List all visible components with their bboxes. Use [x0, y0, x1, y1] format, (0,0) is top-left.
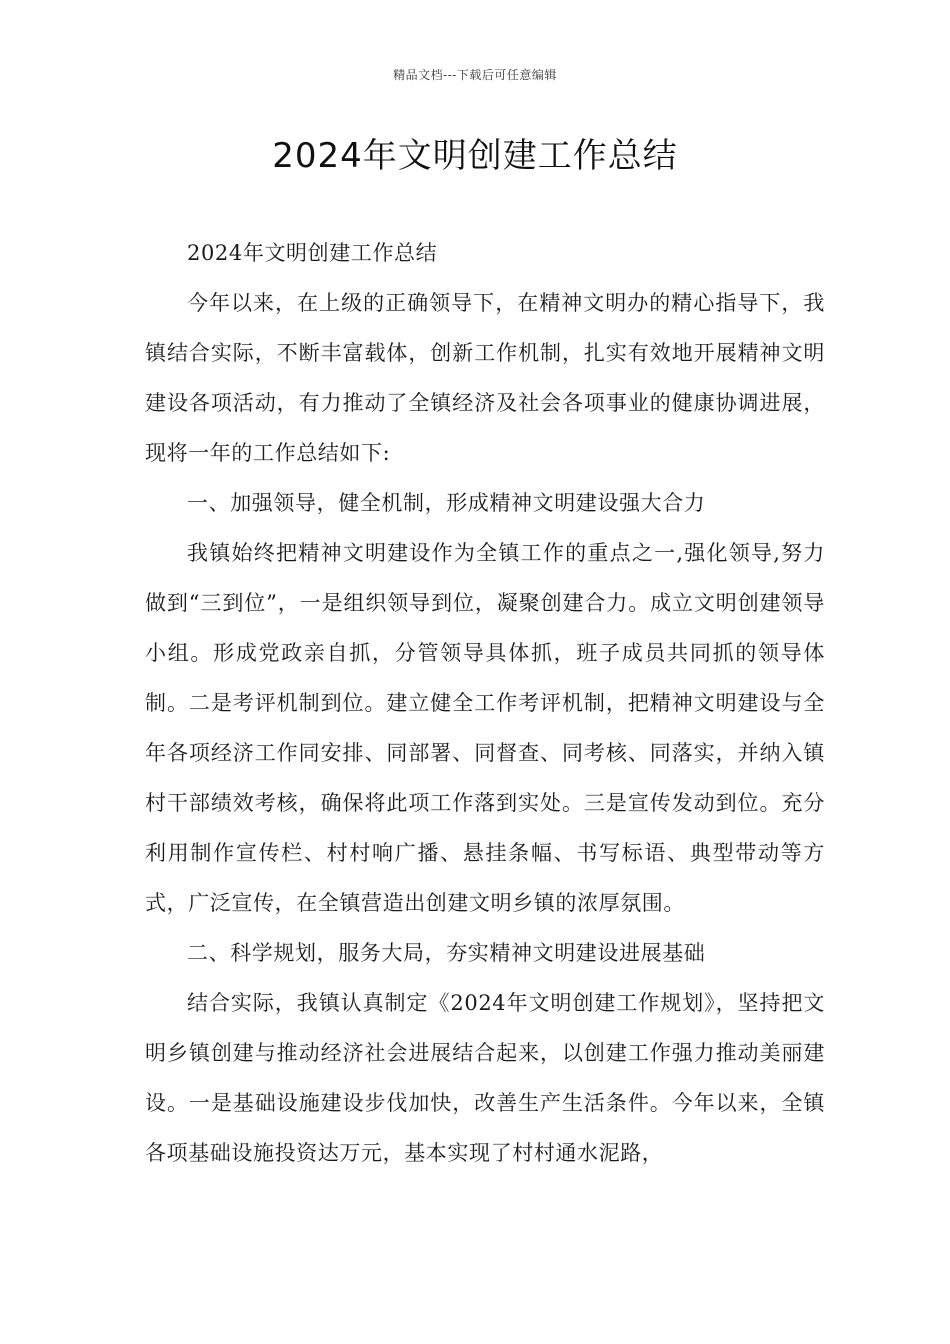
body-paragraph: 结合实际，我镇认真制定《2024年文明创建工作规划》，坚持把文明乡镇创建与推动经济社会进展结合起来，以创建工作强力推动美丽建设。一是基础设施建设步伐加快，改善生产生活条件。今年以来，全镇各项基础设施投资达万元，基本实现了村村通水泥路，	[145, 991, 825, 1165]
document-title: 2024年文明创建工作总结	[272, 136, 678, 176]
body-paragraph: 我镇始终把精神文明建设作为全镇工作的重点之一,强化领导,努力做到“三到位”，一是组织领导到位，凝聚创建合力。成立文明创建领导小组。形成党政亲自抓，分管领导具体抓，班子成员共同抓的领导体制。二是考评机制到位。建立健全工作考评机制，把精神文明建设与全年各项经济工作同安排、同部署、同督查、同考核、同落实，并纳入镇村干部绩效考核，确保将此项工作落到实处。三是宣传发动到位。充分利用制作宣传栏、村村响广播、悬挂条幅、书写标语、典型带动等方式，广泛宣传，在全镇营造出创建文明乡镇的浓厚氛围。	[145, 541, 825, 915]
header-note: 精品文档---下载后可任意编辑	[393, 68, 557, 82]
subtitle-paragraph: 2024年文明创建工作总结	[187, 241, 438, 265]
document-body	[145, 228, 825, 1178]
section-heading-1: 一、加强领导，健全机制，形成精神文明建设强大合力	[187, 491, 706, 515]
intro-paragraph: 今年以来，在上级的正确领导下，在精神文明办的精心指导下，我镇结合实际，不断丰富载体，创新工作机制，扎实有效地开展精神文明建设各项活动，有力推动了全镇经济及社会各项事业的健康协调进展，现将一年的工作总结如下:	[145, 291, 825, 465]
section-heading-2: 二、科学规划，服务大局，夯实精神文明建设进展基础	[187, 941, 706, 965]
